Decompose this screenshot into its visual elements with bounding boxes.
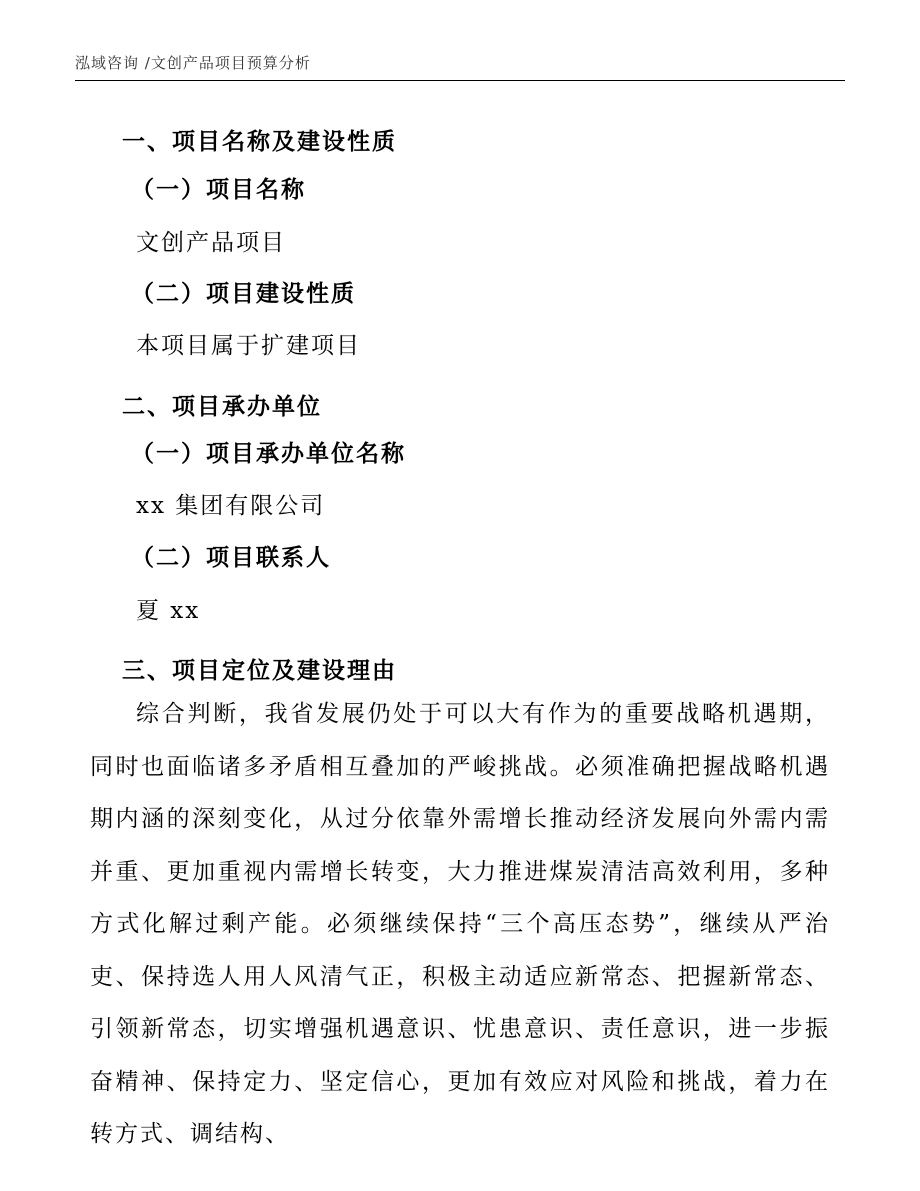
section-1-2-text: 本项目属于扩建项目 [136, 333, 361, 359]
section-1-heading: 一、项目名称及建设性质 [122, 128, 397, 155]
section-3-heading: 三、项目定位及建设理由 [122, 657, 397, 684]
section-2-2-text: 夏 xx [136, 598, 201, 624]
section-1-2-heading: （二）项目建设性质 [131, 280, 356, 307]
section-2-heading: 二、项目承办单位 [122, 393, 322, 420]
section-2-1-heading: （一）项目承办单位名称 [131, 440, 406, 467]
header-divider [75, 80, 845, 81]
section-1-1-text: 文创产品项目 [136, 230, 286, 256]
section-1-1-heading: （一）项目名称 [131, 176, 306, 203]
section-2-1-text: xx 集团有限公司 [136, 493, 326, 519]
header-title: 泓域咨询 /文创产品项目预算分析 [75, 54, 311, 72]
section-2-2-heading: （二）项目联系人 [131, 544, 331, 571]
section-3-paragraph: 综合判断，我省发展仍处于可以大有作为的重要战略机遇期，同时也面临诸多矛盾相互叠加的严峻挑战。必须准确把握战略机遇期内涵的深刻变化，从过分依靠外需增长推动经济发展向外需内需并重、更加重视内需增长转变，大力推进煤炭清洁高效利用，多种方式化解过剩产能。必须继续保持“三个高压态势”，继续从严治吏、保持选人用人风清气正，积极主动适应新常态、把握新常态、引领新常态，切实增强机遇意识、忧患意识、责任意识，进一步振奋精神、保持定力、坚定信心，更加有效应对风险和挑战，着力在转方式、调结构、 [90, 701, 830, 1147]
